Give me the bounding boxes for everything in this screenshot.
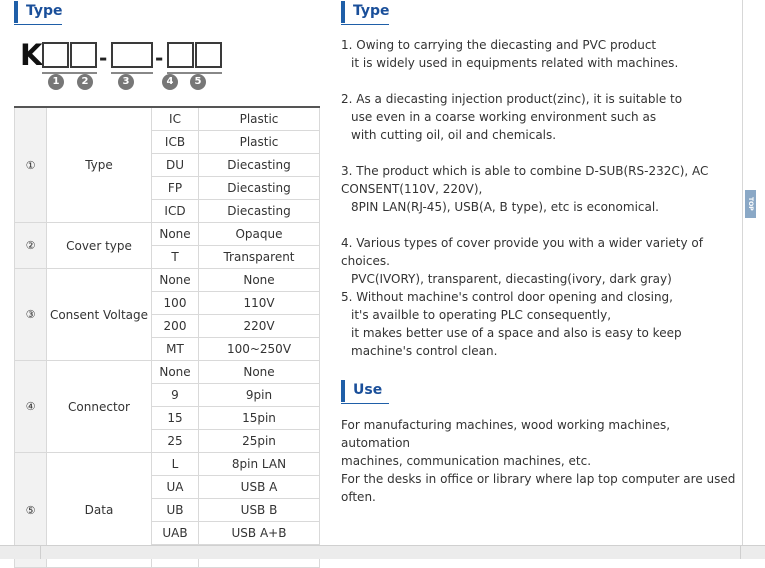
desc-cell: Plastic — [199, 107, 320, 131]
row-number: ④ — [15, 361, 47, 453]
table-row — [15, 361, 320, 384]
horizontal-scrollbar[interactable] — [0, 545, 765, 559]
code-cell: UB — [152, 499, 199, 522]
desc-cell: 220V — [199, 315, 320, 338]
paragraph-line: 8PIN LAN(RJ-45), USB(A, B type), etc is economical. — [351, 200, 659, 214]
code-box-3 — [111, 42, 153, 68]
code-cell: 9 — [152, 384, 199, 407]
desc-cell: USB A+B — [199, 522, 320, 545]
paragraph-line: often. — [341, 490, 376, 504]
desc-cell: 25pin — [199, 430, 320, 453]
desc-cell: 100~250V — [199, 338, 320, 361]
paragraph-line: For manufacturing machines, wood working machines, automation — [341, 418, 671, 450]
paragraph-line: machine's control clean. — [351, 344, 498, 358]
paragraph-line: 2. As a diecasting injection product(zinc), it is suitable to — [341, 92, 683, 106]
code-cell: 15 — [152, 407, 199, 430]
paragraph-1 — [341, 36, 721, 72]
paragraph-line: For the desks in office or library where lap top computer are used — [341, 472, 736, 486]
code-cell: IC — [152, 107, 199, 131]
code-cell: ICB — [152, 131, 199, 154]
paragraph-2 — [341, 90, 721, 144]
code-box-5 — [195, 42, 222, 68]
code-cell: 100 — [152, 292, 199, 315]
code-cell: UA — [152, 476, 199, 499]
row-number: ② — [15, 223, 47, 269]
row-name: Connector — [47, 361, 152, 453]
desc-cell: Diecasting — [199, 177, 320, 200]
paragraph-3 — [341, 162, 721, 216]
paragraph-4 — [341, 234, 736, 288]
paragraph-line: it makes better use of a space and also is easy to keep — [351, 326, 682, 340]
paragraph-line: with cutting oil, oil and chemicals. — [351, 128, 557, 142]
table-row — [15, 453, 320, 476]
code-number-badge: 4 — [162, 74, 178, 90]
paragraph-line: 4. Various types of cover provide you with a wider variety of choices. — [341, 236, 703, 268]
desc-cell: Diecasting — [199, 200, 320, 223]
row-name: Consent Voltage — [47, 269, 152, 361]
paragraph-line: it's availble to operating PLC consequently, — [351, 308, 612, 322]
desc-cell: 9pin — [199, 384, 320, 407]
code-cell: None — [152, 223, 199, 246]
type-description-title: Type — [341, 1, 390, 23]
desc-cell: USB B — [199, 499, 320, 522]
table-row — [15, 223, 320, 246]
desc-cell: None — [199, 269, 320, 292]
paragraph-line: 1. Owing to carrying the diecasting and PVC product — [341, 38, 657, 52]
code-underline — [111, 72, 153, 74]
paragraph-line: 5. Without machine's control door opening and closing, — [341, 290, 673, 304]
code-cell: None — [152, 269, 199, 292]
code-cell: FP — [152, 177, 199, 200]
code-cell: None — [152, 361, 199, 384]
desc-cell: Plastic — [199, 131, 320, 154]
side-divider — [742, 0, 743, 545]
paragraph-line: machines, communication machines, etc. — [341, 454, 592, 468]
desc-cell: 110V — [199, 292, 320, 315]
scrollbar-divider — [40, 546, 41, 559]
code-cell: UAB — [152, 522, 199, 545]
row-number: ③ — [15, 269, 47, 361]
desc-cell: Opaque — [199, 223, 320, 246]
code-number-badge: 5 — [190, 74, 206, 90]
code-prefix: K — [20, 38, 43, 72]
desc-cell: 15pin — [199, 407, 320, 430]
row-name: Cover type — [47, 223, 152, 269]
code-dash: - — [155, 46, 164, 70]
type-section-title: Type — [14, 1, 63, 23]
row-number: ① — [15, 107, 47, 223]
paragraph-line: PVC(IVORY), transparent, diecasting(ivory, dark gray) — [351, 272, 672, 286]
paragraph-line: it is widely used in equipments related with machines. — [351, 56, 679, 70]
row-name: Data — [47, 453, 152, 568]
desc-cell: Diecasting — [199, 154, 320, 177]
desc-cell: 8pin LAN — [199, 453, 320, 476]
row-name: Type — [47, 107, 152, 223]
paragraph-line: 3. The product which is able to combine D-SUB(RS-232C), AC — [341, 164, 709, 178]
code-cell: L — [152, 453, 199, 476]
code-dash: - — [99, 46, 108, 70]
code-cell: DU — [152, 154, 199, 177]
desc-cell: None — [199, 361, 320, 384]
use-section-title: Use — [341, 380, 382, 402]
desc-cell: USB A — [199, 476, 320, 499]
code-number-badge: 1 — [48, 74, 64, 90]
code-cell: T — [152, 246, 199, 269]
code-cell: 200 — [152, 315, 199, 338]
table-row — [15, 107, 320, 131]
table-row — [15, 269, 320, 292]
scrollbar-divider — [740, 546, 741, 559]
code-number-badge: 3 — [118, 74, 134, 90]
row-number: ⑤ — [15, 453, 47, 568]
use-paragraph — [341, 416, 736, 506]
code-cell: ICD — [152, 200, 199, 223]
code-box-1 — [42, 42, 69, 68]
code-box-2 — [70, 42, 97, 68]
code-cell: MT — [152, 338, 199, 361]
code-cell: 25 — [152, 430, 199, 453]
paragraph-5 — [341, 288, 721, 360]
desc-cell: Transparent — [199, 246, 320, 269]
code-underline — [42, 72, 97, 74]
spec-table — [14, 106, 320, 568]
code-number-badge: 2 — [77, 74, 93, 90]
top-button[interactable]: TOP — [745, 190, 756, 218]
paragraph-line: CONSENT(110V, 220V), — [341, 182, 483, 196]
paragraph-line: use even in a coarse working environment such as — [351, 110, 657, 124]
code-box-4 — [167, 42, 194, 68]
